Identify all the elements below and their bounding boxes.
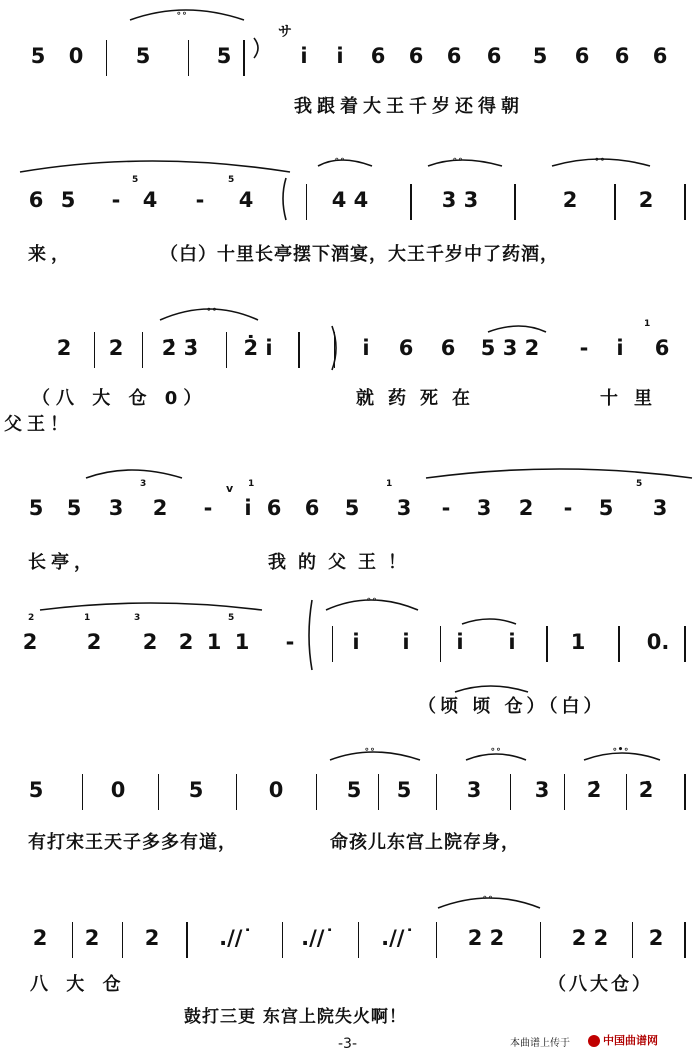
note: 2 [178, 630, 194, 654]
note: 2̇ 3̇ [161, 336, 199, 360]
grace-note: 3 [134, 613, 141, 623]
note: .//˙ [219, 926, 253, 950]
note: - [203, 496, 213, 520]
note: ⅰ [300, 44, 308, 68]
note: 0 [268, 778, 284, 802]
lyric-line: （八大仓） [548, 974, 653, 995]
slur [428, 160, 502, 166]
lyric-line: 来， [28, 244, 74, 265]
lyric-line: 有打宋王天子多多有道， [28, 832, 237, 853]
note: 2 [638, 188, 654, 212]
note: 2̇ ⅰ [243, 336, 273, 360]
grace-note: 1 [248, 479, 255, 489]
note: 2 [108, 336, 124, 360]
note: 5 [60, 188, 76, 212]
note: 2 [562, 188, 578, 212]
note: 2 [32, 926, 48, 950]
breath-mark [332, 326, 336, 370]
note: ⅰ [336, 44, 344, 68]
page-number: -3- [338, 1036, 358, 1052]
note: 6 [486, 44, 502, 68]
note: 3 [652, 496, 668, 520]
slur [488, 326, 546, 332]
note: 2 [22, 630, 38, 654]
note: 2̇ [638, 778, 654, 802]
note: 4 [142, 188, 158, 212]
ornament-mark: ∘∘ [490, 745, 502, 755]
ornament-mark: ∘∘ [334, 155, 346, 165]
note: 2 2 [571, 926, 609, 950]
ornament-mark: ∘∘ [482, 893, 494, 903]
grace-note: 5 [228, 175, 235, 185]
grace-note: 2 [28, 613, 35, 623]
grace-note: 1 [84, 613, 91, 623]
note: .//˙ [381, 926, 415, 950]
ornament-mark: ∘∘ [452, 155, 464, 165]
note: 6 [28, 188, 44, 212]
note: 2 [84, 926, 100, 950]
lyric-line: 我的父王！ [268, 552, 418, 573]
tempo-mark: サ [278, 24, 292, 40]
lyric-line: （顷 顷 仓）（白） [418, 696, 606, 717]
note: - [579, 336, 589, 360]
note: 3 [108, 496, 124, 520]
lyric-line: （白）十里长亭摆下酒宴，大王千岁中了药酒， [160, 244, 559, 265]
ornament-mark: ∘∘ [366, 595, 378, 605]
lyric-line: 十里 [600, 388, 668, 409]
note: 6 [614, 44, 630, 68]
note: 3 [476, 496, 492, 520]
lyric-line: （八 大 仓 0） [32, 388, 208, 409]
note: 6 [440, 336, 456, 360]
note: 5 [28, 496, 44, 520]
note: 5 [396, 778, 412, 802]
lyric-line: 就药死在 [356, 388, 484, 409]
grace-note: 3 [140, 479, 147, 489]
note: 6 [574, 44, 590, 68]
note: ⅰ [244, 496, 252, 520]
note: 5 [216, 44, 232, 68]
note: .//˙ [301, 926, 335, 950]
note: 1 [570, 630, 586, 654]
note: 3 3 [441, 188, 479, 212]
note: 6 [304, 496, 320, 520]
note: 2̇ [586, 778, 602, 802]
lyric-line: 命孩儿东宫上院存身， [330, 832, 520, 853]
lyric-line: 长亭， [28, 552, 97, 573]
note: 1 [206, 630, 222, 654]
note: - [195, 188, 205, 212]
note: ⅰ [402, 630, 410, 654]
lyric-line: 八 大 仓 [30, 974, 127, 995]
breath-mark [283, 178, 286, 220]
grace-note: 5 [132, 175, 139, 185]
note: 5 [28, 778, 44, 802]
ornament-mark: ∘∘ [594, 155, 606, 165]
grace-note: 5 [228, 613, 235, 623]
note: 4 [238, 188, 254, 212]
slur [40, 603, 262, 610]
note: ⅰ [456, 630, 464, 654]
note: 0 [110, 778, 126, 802]
note: 5 [598, 496, 614, 520]
slur [455, 686, 528, 692]
note: 5 [344, 496, 360, 520]
note: - [563, 496, 573, 520]
note: 0 [68, 44, 84, 68]
note: ⅰ [352, 630, 360, 654]
note: 4 4 [331, 188, 369, 212]
note: 1 [234, 630, 250, 654]
note: 2 [518, 496, 534, 520]
slur [86, 470, 182, 478]
lyric-line: 鼓打三更 东宫上院失火啊！ [184, 1007, 407, 1027]
slur [20, 161, 290, 172]
ornament-mark: ∘•∘ [612, 745, 630, 755]
note: - [111, 188, 121, 212]
breath-mark [254, 38, 258, 58]
grace-note: 1 [644, 319, 651, 329]
note: 2 [56, 336, 72, 360]
note: 5 [532, 44, 548, 68]
note: 5 [66, 496, 82, 520]
note: 2 2 [467, 926, 505, 950]
slur [426, 469, 692, 478]
note: 2 [152, 496, 168, 520]
ornament-mark: ∘∘ [364, 745, 376, 755]
note: 2 [142, 630, 158, 654]
note: 3 [534, 778, 550, 802]
note: 2 [648, 926, 664, 950]
note: 3 [396, 496, 412, 520]
note: 2 [86, 630, 102, 654]
grace-note: 5 [636, 479, 643, 489]
note: 6 [266, 496, 282, 520]
upload-note: 本曲谱上传于 [510, 1038, 570, 1049]
breath-tick: v [226, 482, 234, 495]
lyric-line: 父王！ [4, 414, 73, 435]
note: 6 [654, 336, 670, 360]
note: 5 [346, 778, 362, 802]
note: 6 [652, 44, 668, 68]
site-logo: 中国曲谱网 [588, 1032, 658, 1048]
note: 5 [188, 778, 204, 802]
note: - [441, 496, 451, 520]
lyric-line: 我跟着大王千岁还得朝 [294, 96, 524, 117]
slur [462, 619, 516, 624]
note: 5 [30, 44, 46, 68]
ornament-mark: ∘∘ [206, 305, 218, 315]
ornament-mark: ∘∘ [176, 9, 188, 19]
note: 6 [446, 44, 462, 68]
note: 3 [466, 778, 482, 802]
note: ⅰ [616, 336, 624, 360]
note: ⅰ [362, 336, 370, 360]
note: 2 [144, 926, 160, 950]
note: 6 [408, 44, 424, 68]
note: 5 3 2 [480, 336, 540, 360]
note: - [285, 630, 295, 654]
note: 6 [398, 336, 414, 360]
note: 0. [646, 630, 670, 654]
note: 5 [135, 44, 151, 68]
note: ⅰ [508, 630, 516, 654]
breath-mark [309, 600, 312, 670]
grace-note: 1 [386, 479, 393, 489]
note: 6 [370, 44, 386, 68]
